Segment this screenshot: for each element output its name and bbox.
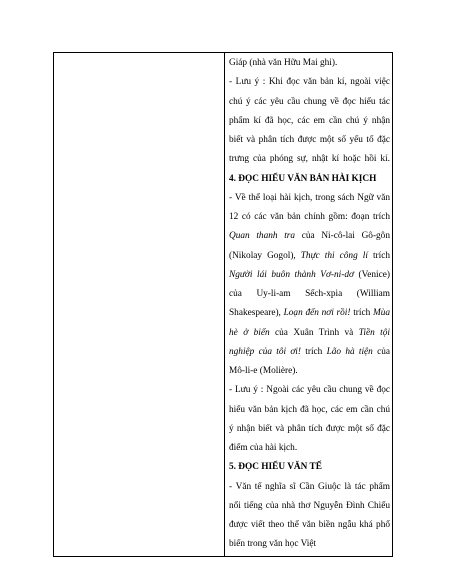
work-title: Quan thanh tra [229, 231, 296, 242]
work-title: Lão hà tiện [326, 346, 373, 357]
heading-van-te: 5. ĐỌC HIỂU VĂN TẾ [229, 462, 322, 473]
text-run: (Venice) của Uy-li-am Sếch-xpia (William Shakespeare), [229, 269, 390, 319]
table-bottom-border [53, 556, 393, 557]
work-title: Mùa hè ở biển [229, 308, 390, 338]
table-right-border [392, 52, 393, 557]
right-column-text [229, 54, 390, 555]
work-title: Người lái buôn thành Vơ-ni-dơ [229, 269, 354, 280]
work-title: Loạn đến nơi rồi! [283, 308, 351, 319]
text-run: trích [350, 308, 373, 319]
intro-line: Giáp (nhà văn Hữu Mai ghi). [229, 58, 338, 68]
note-kí: - Lưu ý : Khi đọc văn bản kí, ngoài việc chú ý các yêu cầu chung về đọc hiểu tác phẩm kí đã học, các em cần chú ý nhận biết và phân tích được một số yếu tố đặc trưng của phóng sự, nhật kí hoặc hồi kí. [229, 77, 390, 165]
text-run: của Ni-cô-lai Gô-gôn (Nikolay Gogol), [229, 231, 390, 261]
content-table [53, 52, 393, 557]
text-run: - Về thể loại hài kịch, trong sách Ngữ văn 12 có các văn bản chính gồm: đoạn trích [229, 192, 390, 222]
work-title: Tiền tội nghiệp của tôi ơi! [229, 327, 390, 357]
text-run: của Xuân Trình và [269, 327, 359, 338]
table-column-divider [224, 52, 225, 557]
text-run: trích [301, 346, 327, 357]
text-run: trích [367, 250, 390, 261]
heading-hai-kich: 4. ĐỌC HIỂU VĂN BẢN HÀI KỊCH [229, 173, 377, 184]
paragraph-hai-kich [229, 189, 390, 382]
table-top-border [53, 52, 393, 53]
paragraph-van-te: - Văn tế nghĩa sĩ Cần Giuộc là tác phẩm nổi tiếng của nhà thơ Nguyễn Đình Chiểu được viết theo thể văn biền ngẫu khá phổ biến trong văn học Việt [229, 481, 390, 550]
work-title: Thực thi công lí [300, 250, 368, 261]
text-run: của Mô-li-e (Molière). [229, 346, 390, 376]
table-left-border [53, 52, 54, 557]
note-hai-kich: - Lưu ý : Ngoài các yêu cầu chung về đọc hiểu văn bản kịch đã học, các em cần chú ý nhận biết và phân tích được một số đặc điểm của hài kịch. [229, 385, 390, 453]
